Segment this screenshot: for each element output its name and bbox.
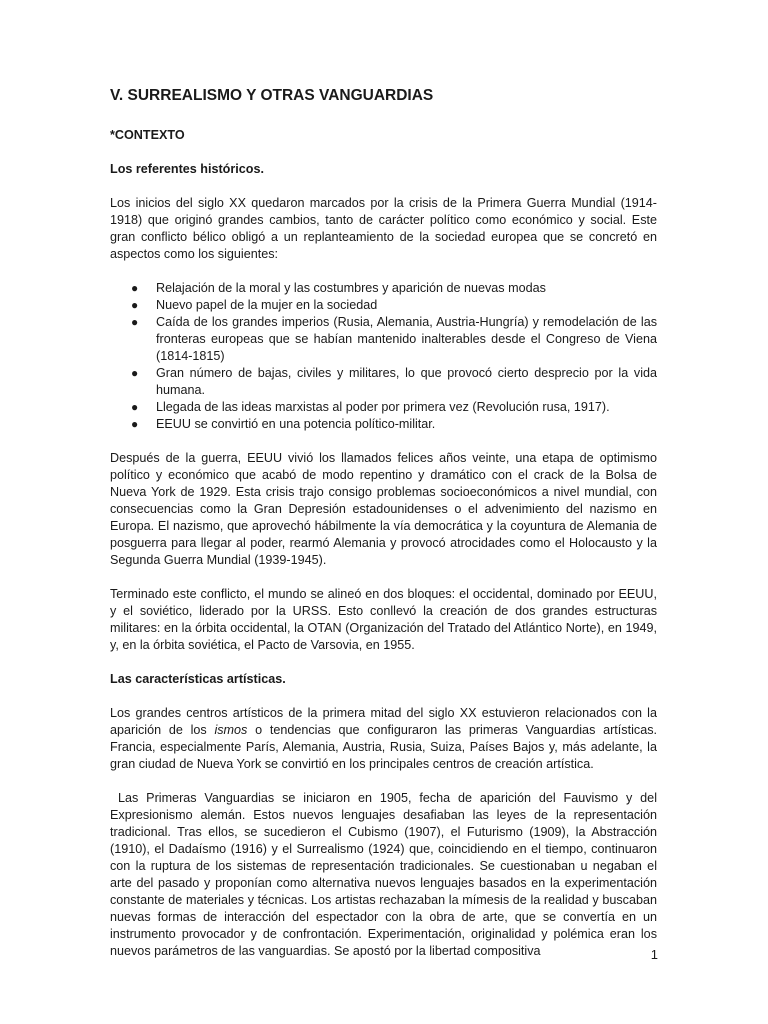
italic-term-ismos: ismos xyxy=(214,723,248,737)
paragraph-text-part: Los grandes centros artísticos de la primera mitad del siglo XX estuvieron relacionados con la aparición de los xyxy=(110,706,657,737)
document-title: V. SURREALISMO Y OTRAS VANGUARDIAS xyxy=(110,87,434,104)
bullet-text: Nuevo papel de la mujer en la sociedad xyxy=(156,298,378,312)
paragraph-bloques: Terminado este conflicto, el mundo se alineó en dos bloques: el occidental, dominado por EEUU, y el soviético, liderado por la URSS. Esto conllevó la creación de dos grandes estructuras militares: en la órbita occidental, la OTAN (Organización del Tratado del Atlántico Norte), en 1949, y, en la órbita soviética, el Pacto de Varsovia, en 1955. xyxy=(110,587,657,652)
document-page xyxy=(110,86,657,977)
bullet-text: EEUU se convirtió en una potencia político-militar. xyxy=(156,417,436,431)
bullet-text: Llegada de las ideas marxistas al poder por primera vez (Revolución rusa, 1917). xyxy=(156,400,610,414)
bullet-item xyxy=(131,297,657,314)
bullet-icon: ● xyxy=(131,417,139,431)
bullet-text: Gran número de bajas, civiles y militares, lo que provocó cierto desprecio por la vida humana. xyxy=(156,366,657,397)
bullet-icon: ● xyxy=(131,281,139,295)
paragraph-inicios-siglo: Los inicios del siglo XX quedaron marcados por la crisis de la Primera Guerra Mundial (1914-1918) que originó grandes cambios, tanto de carácter político como económico y social. Este gran conflicto bélico obligó a un replanteamiento de la sociedad europea que se concretó en aspectos como los siguientes: xyxy=(110,196,657,261)
bullet-text: Caída de los grandes imperios (Rusia, Alemania, Austria-Hungría) y remodelación de las fronteras europeas que se habían mantenido inalterables desde el Congreso de Viena (1814-1815) xyxy=(156,315,657,363)
bullet-icon: ● xyxy=(131,298,139,312)
section-heading-contexto: *CONTEXTO xyxy=(110,128,185,142)
paragraph-primeras-vanguardias: Las Primeras Vanguardias se iniciaron en 1905, fecha de aparición del Fauvismo y del Expresionismo alemán. Estos nuevos lenguajes desafiaban las leyes de la representación tradicional. Tras ellos, se sucedieron el Cubismo (1907), el Futurismo (1909), la Abstracción (1910), el Dadaísmo (1916) y el Surrealismo (1924) que, coincidiendo en el tiempo, continuaron con la ruptura de los sistemas de representación tradicionales. Se cuestionaban u negaban el arte del pasado y proponían como alternativa nuevos lenguajes basados en la experimentación constante de materiales y técnicas. Los artistas rechazaban la mímesis de la realidad y buscaban nuevas formas de interacción del espectador con la obra de arte, que se convertía en un instrumento provocador y de confrontación. Experimentación, originalidad y polémica eran los nuevos parámetros de las vanguardias. Se apostó por la libertad compositiva xyxy=(110,791,657,958)
bullet-text: Relajación de la moral y las costumbres y aparición de nuevas modas xyxy=(156,281,546,295)
subheading-referentes-historicos: Los referentes históricos. xyxy=(110,162,264,176)
paragraph-posguerra: Después de la guerra, EEUU vivió los llamados felices años veinte, una etapa de optimismo político y económico que acabó de modo repentino y dramático con el crack de la Bolsa de Nueva York de 1929. Esta crisis trajo consigo problemas socioeconómicos a nivel mundial, con consecuencias como la Gran Depresión estadounidenses o el advenimiento del nazismo en Europa. El nazismo, que aprovechó hábilmente la vía democrática y la coyuntura de Alemania de posguerra para llegar al poder, rearmó Alemania y provocó atrocidades como el Holocausto y la Segunda Guerra Mundial (1939-1945). xyxy=(110,451,657,567)
page-number: 1 xyxy=(650,947,658,962)
bullet-list-consecuencias xyxy=(110,280,657,433)
bullet-icon: ● xyxy=(131,366,139,380)
paragraph-centros-artisticos xyxy=(110,705,657,773)
subheading-caracteristicas-artisticas: Las características artísticas. xyxy=(110,672,286,686)
paragraph-text-part: o tendencias que configuraron las primeras Vanguardias artísticas. Francia, especialmente París, Alemania, Austria, Rusia, Suiza, Países Bajos y, más adelante, la gran ciudad de Nueva York se convirtió en los principales centros de creación artística. xyxy=(110,723,657,771)
bullet-item xyxy=(131,399,657,416)
bullet-icon: ● xyxy=(131,400,139,414)
bullet-item xyxy=(131,280,657,297)
bullet-item xyxy=(131,365,657,399)
bullet-icon: ● xyxy=(131,315,139,329)
bullet-item xyxy=(131,314,657,365)
bullet-item xyxy=(131,416,657,433)
